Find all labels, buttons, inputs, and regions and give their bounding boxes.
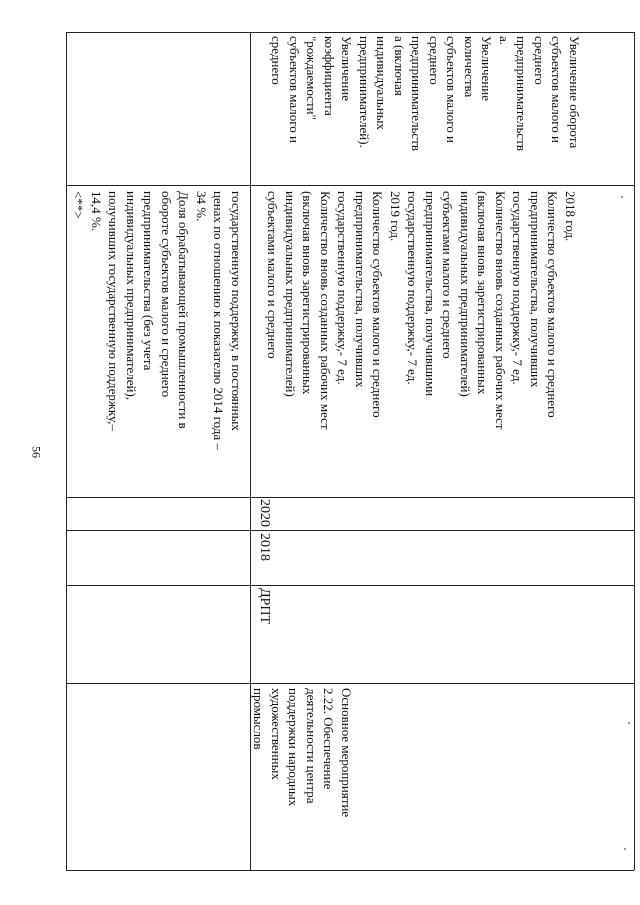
table-border-bottom (66, 870, 634, 871)
link-line: "рождаемости" (304, 36, 320, 120)
executor-text: ДРПТ (257, 588, 272, 624)
link-line: количества (462, 36, 477, 98)
indicator-line: субъектами малого и среднего (265, 191, 281, 359)
link-line: среднего (269, 36, 285, 85)
grid-line-h2 (66, 497, 634, 498)
year-end-text: 2020 (257, 499, 272, 527)
indicator-line: ценах по отношению к показателю 2014 года – (211, 191, 227, 450)
link-line: субъектов малого и (549, 36, 565, 143)
indicator-line: получивших государственную поддержку,– (106, 191, 122, 431)
scan-speck (621, 196, 623, 198)
indicator-line: субъектами малого и среднего (440, 191, 456, 359)
measure-line: деятельности центра (304, 688, 319, 804)
measure-line: промыслов (251, 688, 267, 750)
indicator-continuation-cell (67, 191, 245, 491)
indicator-line: Количество вновь созданных рабочих мест (318, 191, 333, 430)
year-start-text: 2018 (257, 533, 272, 561)
link-line: предпринимательств (409, 36, 425, 152)
indicator-line: обороте субъектов малого и среднего (159, 191, 174, 398)
indicator-line: предпринимательства, получивших (528, 191, 543, 388)
indicator-line: предпринимательства (без учета (141, 191, 157, 371)
indicator-line: государственную поддержку, в постоянных (229, 191, 244, 431)
grid-line-h5 (66, 683, 634, 684)
link-line: а (включая (392, 36, 407, 96)
link-line: Увеличение (479, 36, 495, 102)
indicator-line: (включая вновь зарегистрированных (300, 191, 316, 395)
table-border-right (634, 32, 635, 870)
link-line: среднего (532, 36, 547, 85)
indicator-line: 14,4 %. (89, 191, 104, 232)
indicator-line: индивидуальных предпринимателей) (458, 191, 473, 397)
indicator-line: 34 %. (194, 191, 209, 222)
indicator-line: предпринимательства, получивших (353, 191, 368, 388)
indicator-line: 2018 год. (563, 191, 578, 242)
measure-line: 2.22. Обеспечение (321, 688, 337, 790)
indicator-line: Количество субъектов малого и среднего (545, 191, 561, 418)
indicator-line: предпринимательства, получившими (423, 191, 438, 397)
indicator-line: государственную поддержку,- 7 ед. (405, 191, 421, 385)
measure-line: поддержки народных (286, 688, 302, 807)
link-line: а. (497, 36, 512, 46)
grid-line-h4 (66, 585, 634, 586)
link-line: предпринимателей). (357, 36, 372, 148)
link-line: субъектов малого и (444, 36, 460, 143)
link-line: индивидуальных (374, 36, 390, 131)
measure-line: художественных (269, 688, 284, 780)
indicator-line: государственную поддержку,- 7 ед. (335, 191, 351, 385)
indicator-line: Доля обрабатывающей промышленности в (176, 191, 192, 429)
year-end-cell (253, 499, 273, 529)
scan-speck (628, 722, 630, 724)
indicator-line: Количество субъектов малого и среднего (370, 191, 386, 418)
indicator-line: государственную поддержку,- 7 ед. (510, 191, 526, 385)
indicator-line: индивидуальных предпринимателей), (124, 191, 139, 401)
indicator-cell (253, 191, 579, 491)
grid-line-h1 (66, 185, 634, 186)
link-line: предпринимательств (514, 36, 530, 152)
link-line: среднего (427, 36, 442, 85)
indicator-line: Количество вновь созданных рабочих мест (493, 191, 508, 430)
page-number: 56 (29, 446, 44, 458)
scan-speck (624, 848, 626, 850)
link-line: Увеличение оборота (567, 36, 582, 149)
indicator-line: индивидуальных предпринимателей) (283, 191, 298, 397)
indicator-line: <**> (71, 191, 87, 219)
indicator-line: (включая вновь зарегистрированных (475, 191, 491, 395)
link-line: коэффициента (322, 36, 337, 116)
link-line: субъектов малого и (287, 36, 302, 143)
year-start-cell (253, 533, 273, 583)
measure-line: Основное мероприятие (339, 688, 354, 818)
indicator-line: 2019 год. (388, 191, 403, 242)
grid-line-h3 (66, 530, 634, 531)
measure-cell (249, 688, 355, 864)
link-line: Увеличение (339, 36, 355, 102)
link-cell (253, 36, 583, 182)
executor-cell (253, 588, 273, 680)
table-border-top (66, 32, 634, 33)
